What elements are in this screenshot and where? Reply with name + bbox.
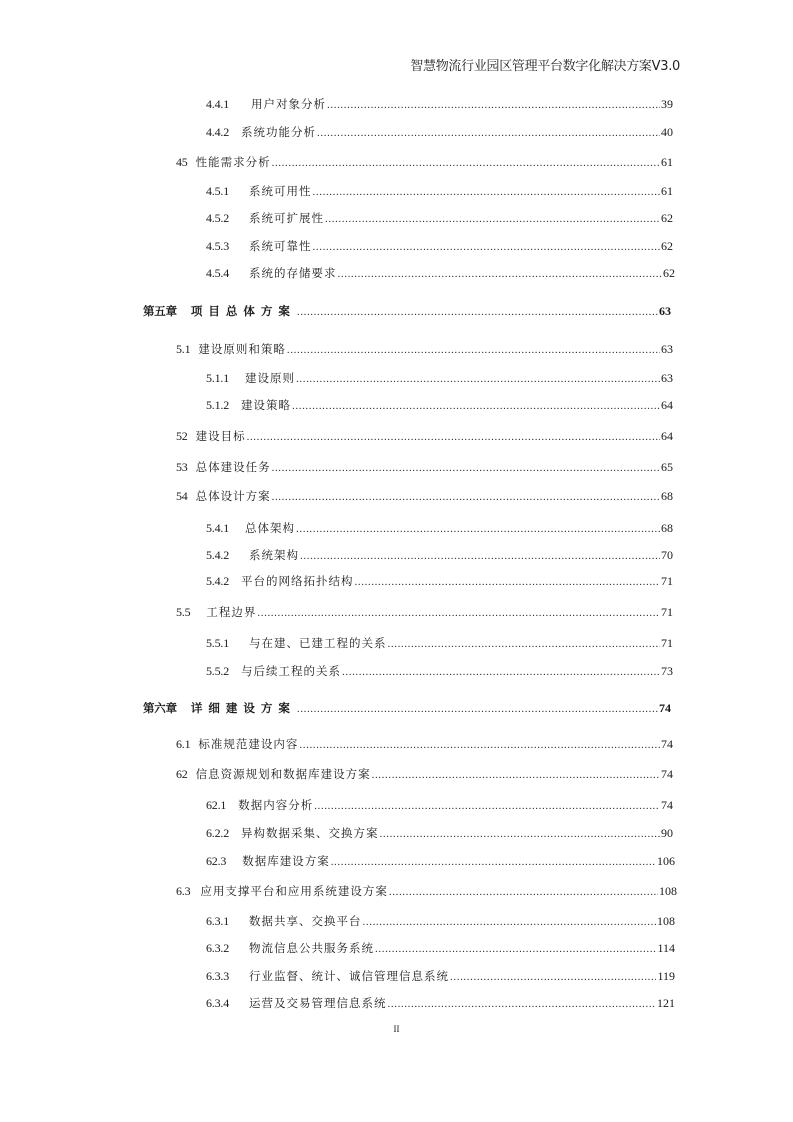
toc-entry-page: 70 bbox=[661, 548, 673, 562]
toc-entry[interactable] bbox=[176, 341, 673, 357]
toc-entry[interactable] bbox=[176, 736, 673, 752]
toc-entry[interactable] bbox=[176, 604, 673, 620]
toc-entry-page: 64 bbox=[661, 429, 673, 443]
toc-entry-page: 62 bbox=[663, 266, 675, 280]
toc-entry-number: 5.4.1 bbox=[206, 521, 230, 535]
toc-entry-title: 总体建设任务 bbox=[195, 460, 271, 474]
toc-entry-number: 4.4.1 bbox=[206, 97, 230, 111]
toc-dot-leader bbox=[314, 798, 660, 814]
toc-entry-page: 71 bbox=[661, 574, 673, 588]
toc-entry-number: 5.1.2 bbox=[206, 398, 230, 412]
toc-dot-leader bbox=[299, 737, 660, 753]
toc-entry-page: 62 bbox=[661, 211, 673, 225]
toc-dot-leader bbox=[331, 854, 656, 870]
toc-entry[interactable] bbox=[206, 397, 673, 413]
toc-entry-number: 4.4.2 bbox=[206, 125, 230, 139]
toc-entry-page: 63 bbox=[661, 342, 673, 356]
toc-entry-number: 45 bbox=[176, 155, 188, 169]
toc-entry-title: 系统可扩展性 bbox=[249, 211, 325, 225]
toc-entry-number: 54 bbox=[176, 489, 188, 503]
toc-dot-leader bbox=[355, 574, 660, 590]
toc-entry[interactable] bbox=[206, 265, 675, 281]
toc-entry-page: 61 bbox=[661, 155, 673, 169]
toc-entry-number: 4.5.1 bbox=[206, 184, 230, 198]
toc-entry-title: 用户对象分析 bbox=[251, 97, 327, 111]
toc-entry-title: 总体设计方案 bbox=[195, 489, 271, 503]
toc-dot-leader bbox=[363, 914, 656, 930]
toc-entry-page: 90 bbox=[661, 826, 673, 840]
toc-entry-number: 5.5.2 bbox=[206, 664, 230, 678]
toc-entry-title: 运营及交易管理信息系统 bbox=[249, 996, 387, 1010]
toc-entry-number: 62.3 bbox=[206, 854, 227, 868]
toc-dot-leader bbox=[257, 605, 660, 621]
toc-entry[interactable] bbox=[206, 573, 673, 589]
toc-dot-leader bbox=[292, 398, 660, 414]
toc-entry[interactable] bbox=[206, 940, 675, 956]
toc-entry[interactable] bbox=[206, 520, 673, 536]
toc-entry-title: 物流信息公共服务系统 bbox=[249, 941, 375, 955]
toc-entry-title: 建设策略 bbox=[241, 398, 292, 412]
toc-entry-page: 74 bbox=[661, 737, 673, 751]
toc-entry-number: 6.3.4 bbox=[206, 996, 230, 1010]
toc-dot-leader bbox=[300, 548, 660, 564]
toc-entry-title: 项目总体方案 bbox=[190, 304, 296, 318]
toc-entry-title: 建设目标 bbox=[195, 429, 246, 443]
toc-dot-leader bbox=[272, 460, 660, 476]
toc-dot-leader bbox=[247, 429, 660, 445]
toc-entry-title: 数据内容分析 bbox=[238, 798, 314, 812]
toc-dot-leader bbox=[342, 664, 660, 680]
toc-dot-leader bbox=[338, 266, 662, 282]
toc-entry[interactable] bbox=[206, 96, 673, 112]
toc-entry-page: 65 bbox=[661, 460, 673, 474]
toc-entry-page: 40 bbox=[661, 125, 673, 139]
toc-entry[interactable] bbox=[206, 797, 673, 813]
toc-entry-title: 系统可用性 bbox=[249, 184, 312, 198]
toc-entry-page: 74 bbox=[659, 701, 671, 715]
toc-entry[interactable] bbox=[206, 238, 673, 254]
toc-entry[interactable] bbox=[206, 968, 675, 984]
toc-dot-leader bbox=[380, 826, 660, 842]
toc-chapter-entry[interactable] bbox=[143, 700, 671, 716]
toc-entry-page: 74 bbox=[661, 798, 673, 812]
toc-entry-number: 5.5.1 bbox=[206, 636, 230, 650]
toc-entry-page: 121 bbox=[657, 996, 675, 1010]
toc-entry-number: 5.1 bbox=[176, 342, 191, 356]
toc-dot-leader bbox=[297, 701, 658, 717]
toc-entry-number: 62 bbox=[176, 767, 188, 781]
toc-entry[interactable] bbox=[206, 370, 673, 386]
toc-dot-leader bbox=[388, 636, 660, 652]
toc-entry-page: 108 bbox=[659, 884, 677, 898]
toc-entry-title: 标准规范建设内容 bbox=[198, 737, 299, 751]
toc-entry-page: 39 bbox=[661, 97, 673, 111]
toc-entry-page: 108 bbox=[657, 914, 675, 928]
toc-entry-title: 系统功能分析 bbox=[241, 125, 317, 139]
toc-entry[interactable] bbox=[206, 635, 673, 651]
toc-entry-number: 5.5 bbox=[176, 605, 191, 619]
toc-entry-title: 行业监督、统计、诚信管理信息系统 bbox=[249, 969, 450, 983]
toc-entry-title: 数据库建设方案 bbox=[242, 854, 330, 868]
toc-entry[interactable] bbox=[206, 124, 673, 140]
toc-entry-title: 工程边界 bbox=[206, 605, 257, 619]
toc-entry-page: 68 bbox=[661, 521, 673, 535]
toc-entry-page: 62 bbox=[661, 239, 673, 253]
toc-entry-number: 6.3.2 bbox=[206, 941, 230, 955]
toc-dot-leader bbox=[389, 884, 658, 900]
toc-entry-number: 6.3.3 bbox=[206, 969, 230, 983]
toc-entry-page: 61 bbox=[661, 184, 673, 198]
toc-entry-number: 5.4.2 bbox=[206, 574, 230, 588]
toc-entry[interactable] bbox=[206, 183, 673, 199]
toc-entry-number: 6.3.1 bbox=[206, 914, 230, 928]
toc-entry-number: 4.5.2 bbox=[206, 211, 230, 225]
toc-entry[interactable] bbox=[176, 428, 673, 444]
toc-entry-number: 4.5.3 bbox=[206, 239, 230, 253]
toc-dot-leader bbox=[297, 304, 658, 320]
toc-entry-number: 第五章 bbox=[143, 304, 177, 318]
toc-entry-title: 系统可靠性 bbox=[249, 239, 312, 253]
toc-entry-number: 62.1 bbox=[206, 798, 227, 812]
toc-entry-title: 建设原则 bbox=[245, 371, 296, 385]
toc-dot-leader bbox=[272, 489, 660, 505]
toc-entry-number: 5.4.2 bbox=[206, 548, 230, 562]
toc-dot-leader bbox=[296, 521, 660, 537]
toc-entry[interactable] bbox=[206, 663, 673, 679]
toc-entry-page: 63 bbox=[661, 371, 673, 385]
toc-entry-number: 6.2.2 bbox=[206, 826, 230, 840]
toc-entry-title: 系统架构 bbox=[249, 548, 300, 562]
toc-entry-page: 71 bbox=[661, 605, 673, 619]
toc-entry[interactable] bbox=[206, 853, 675, 869]
toc-entry-page: 73 bbox=[661, 664, 673, 678]
toc-entry[interactable] bbox=[206, 547, 673, 563]
toc-entry-title: 信息资源规划和数据库建设方案 bbox=[195, 767, 371, 781]
toc-dot-leader bbox=[388, 996, 656, 1012]
toc-entry-title: 数据共享、交换平台 bbox=[249, 914, 362, 928]
toc-entry[interactable] bbox=[176, 459, 673, 475]
toc-entry-title: 平台的网络拓扑结构 bbox=[241, 574, 354, 588]
toc-entry-page: 64 bbox=[661, 398, 673, 412]
toc-entry-number: 4.5.4 bbox=[206, 266, 230, 280]
toc-dot-leader bbox=[317, 125, 660, 141]
toc-entry[interactable] bbox=[206, 210, 673, 226]
toc-entry-title: 建设原则和策略 bbox=[198, 342, 286, 356]
toc-entry-page: 63 bbox=[659, 304, 671, 318]
toc-entry[interactable] bbox=[206, 995, 675, 1011]
toc-entry-number: 6.3 bbox=[176, 884, 191, 898]
toc-dot-leader bbox=[287, 342, 660, 358]
toc-entry-title: 应用支撑平台和应用系统建设方案 bbox=[200, 884, 388, 898]
toc-dot-leader bbox=[372, 767, 660, 783]
toc-entry[interactable] bbox=[176, 766, 673, 782]
toc-entry-title: 详细建设方案 bbox=[190, 701, 296, 715]
toc-entry-number: 6.1 bbox=[176, 737, 191, 751]
toc-entry-title: 异构数据采集、交换方案 bbox=[241, 826, 379, 840]
toc-dot-leader bbox=[296, 371, 660, 387]
toc-entry[interactable] bbox=[206, 825, 673, 841]
toc-dot-leader bbox=[327, 97, 660, 113]
toc-dot-leader bbox=[313, 239, 660, 255]
toc-dot-leader bbox=[272, 155, 660, 171]
toc-entry[interactable] bbox=[176, 883, 677, 899]
toc-entry-title: 性能需求分析 bbox=[195, 155, 271, 169]
toc-entry-title: 总体架构 bbox=[245, 521, 296, 535]
toc-dot-leader bbox=[325, 211, 660, 227]
toc-entry[interactable] bbox=[176, 488, 673, 504]
toc-dot-leader bbox=[450, 969, 656, 985]
toc-entry-title: 与在建、已建工程的关系 bbox=[249, 636, 387, 650]
toc-entry[interactable] bbox=[176, 154, 673, 170]
toc-entry-page: 68 bbox=[661, 489, 673, 503]
toc-entry-page: 119 bbox=[657, 969, 675, 983]
toc-dot-leader bbox=[313, 184, 660, 200]
toc-entry-title: 系统的存储要求 bbox=[249, 266, 337, 280]
toc-entry-title: 与后续工程的关系 bbox=[241, 664, 342, 678]
toc-entry-page: 71 bbox=[661, 636, 673, 650]
toc-entry[interactable] bbox=[206, 913, 675, 929]
toc-entry-number: 53 bbox=[176, 460, 188, 474]
page-number: II bbox=[393, 1024, 400, 1034]
toc-chapter-entry[interactable] bbox=[143, 303, 671, 319]
toc-dot-leader bbox=[375, 941, 656, 957]
toc-entry-number: 52 bbox=[176, 429, 188, 443]
running-header: 智慧物流行业园区管理平台数字化解决方案V3.0 bbox=[410, 59, 680, 74]
toc-entry-page: 106 bbox=[657, 854, 675, 868]
toc-entry-number: 第六章 bbox=[143, 701, 177, 715]
toc-entry-number: 5.1.1 bbox=[206, 371, 230, 385]
toc-entry-page: 114 bbox=[657, 941, 675, 955]
toc-entry-page: 74 bbox=[661, 767, 673, 781]
